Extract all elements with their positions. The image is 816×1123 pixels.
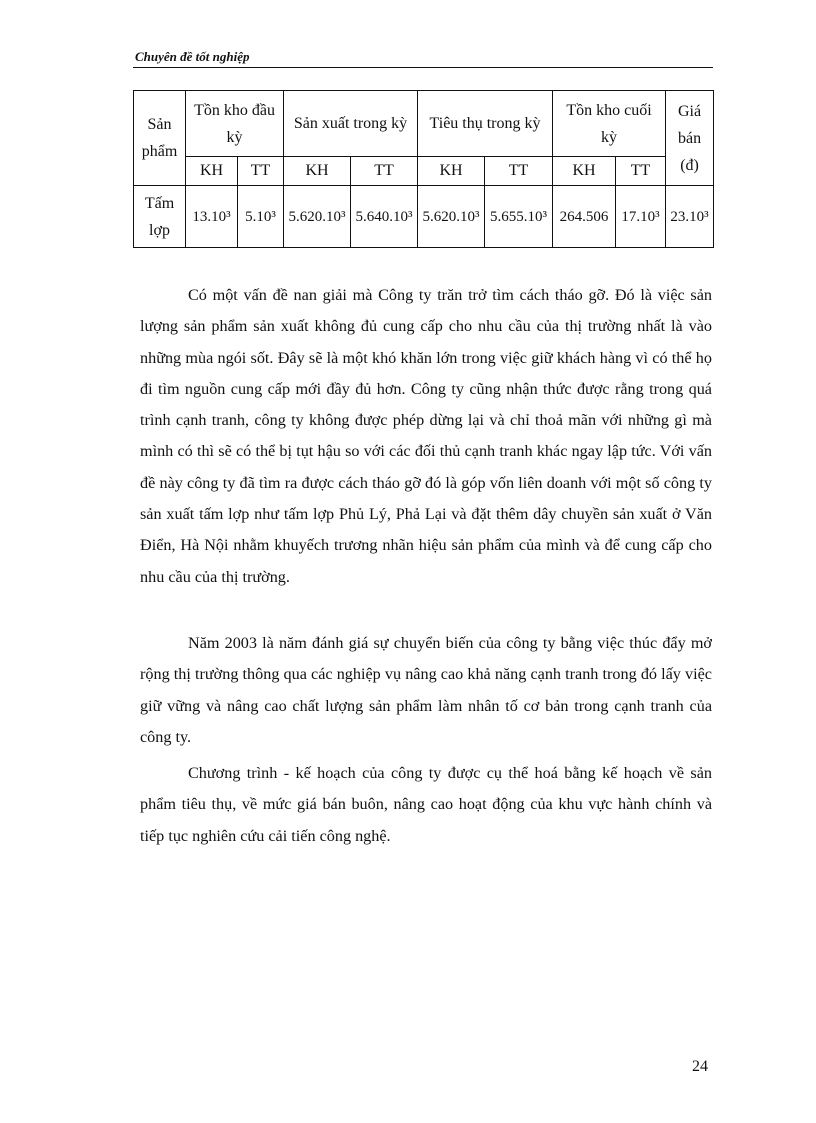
cell-closing-tt: 17.10³ — [616, 186, 666, 248]
cell-product: Tấm lợp — [134, 186, 186, 248]
subheader-tt: TT — [485, 157, 553, 186]
header-price: Giá bán (đ) — [666, 91, 714, 186]
header-rule — [133, 67, 713, 68]
subheader-tt: TT — [616, 157, 666, 186]
subheader-kh: KH — [418, 157, 485, 186]
subheader-tt: TT — [351, 157, 418, 186]
subheader-kh: KH — [186, 157, 238, 186]
cell-opening-tt: 5.10³ — [238, 186, 284, 248]
header-closing-stock: Tồn kho cuối kỳ — [553, 91, 666, 157]
cell-opening-kh: 13.10³ — [186, 186, 238, 248]
cell-production-tt: 5.640.10³ — [351, 186, 418, 248]
cell-consumption-tt: 5.655.10³ — [485, 186, 553, 248]
header-production: Sản xuất trong kỳ — [284, 91, 418, 157]
page-number: 24 — [692, 1058, 708, 1075]
subheader-kh: KH — [553, 157, 616, 186]
product-table — [133, 90, 714, 248]
paragraph-3: Chương trình - kế hoạch của công ty được cụ thể hoá bằng kế hoạch về sản phẩm tiêu thụ, về mức giá bán buôn, nâng cao hoạt động của khu vực hành chính và tiếp tục nghiên cứu cải tiến công nghệ. — [140, 764, 712, 845]
header-title: Chuyên đề tốt nghiệp — [135, 49, 250, 64]
cell-production-kh: 5.620.10³ — [284, 186, 351, 248]
cell-consumption-kh: 5.620.10³ — [418, 186, 485, 248]
cell-closing-kh: 264.506 — [553, 186, 616, 248]
header-product: Sản phẩm — [134, 91, 186, 186]
paragraph-1: Có một vấn đề nan giải mà Công ty trăn trở tìm cách tháo gỡ. Đó là việc sản lượng sản phẩm sản xuất không đủ cung cấp cho nhu cầu của thị trường nhất là vào những mùa ngói sốt. Đây sẽ là một khó khăn lớn trong việc giữ khách hàng vì có thể họ đi tìm nguồn cung cấp mới đầy đủ hơn. Công ty cũng nhận thức được rằng trong quá trình cạnh tranh, công ty không được phép dừng lại và chỉ thoả mãn với những gì mà mình có thì sẽ có thể bị tụt hậu so với các đối thủ cạnh tranh khác ngay lập tức. Với vấn đề này công ty đã tìm ra được cách tháo gỡ đó là góp vốn liên doanh với một số công ty sản xuất tấm lợp như tấm lợp Phủ Lý, Phả Lại và đặt thêm dây chuyền sản xuất ở Văn Điển, Hà Nội nhằm khuyếch trương nhãn hiệu sản phẩm của mình và để cung cấp cho nhu cầu của thị trường. — [140, 286, 712, 586]
subheader-tt: TT — [238, 157, 284, 186]
paragraph-2: Năm 2003 là năm đánh giá sự chuyển biến của công ty bằng việc thúc đẩy mở rộng thị trường thông qua các nghiệp vụ nâng cao khả năng cạnh tranh trong đó lấy việc giữ vững và nâng cao chất lượng sản phẩm làm nhân tố cơ bản trong cạnh tranh của công ty. — [140, 634, 712, 746]
subheader-kh: KH — [284, 157, 351, 186]
header-opening-stock: Tồn kho đầu kỳ — [186, 91, 284, 157]
header-consumption: Tiêu thụ trong kỳ — [418, 91, 553, 157]
cell-price: 23.10³ — [666, 186, 714, 248]
table-row — [134, 186, 714, 248]
